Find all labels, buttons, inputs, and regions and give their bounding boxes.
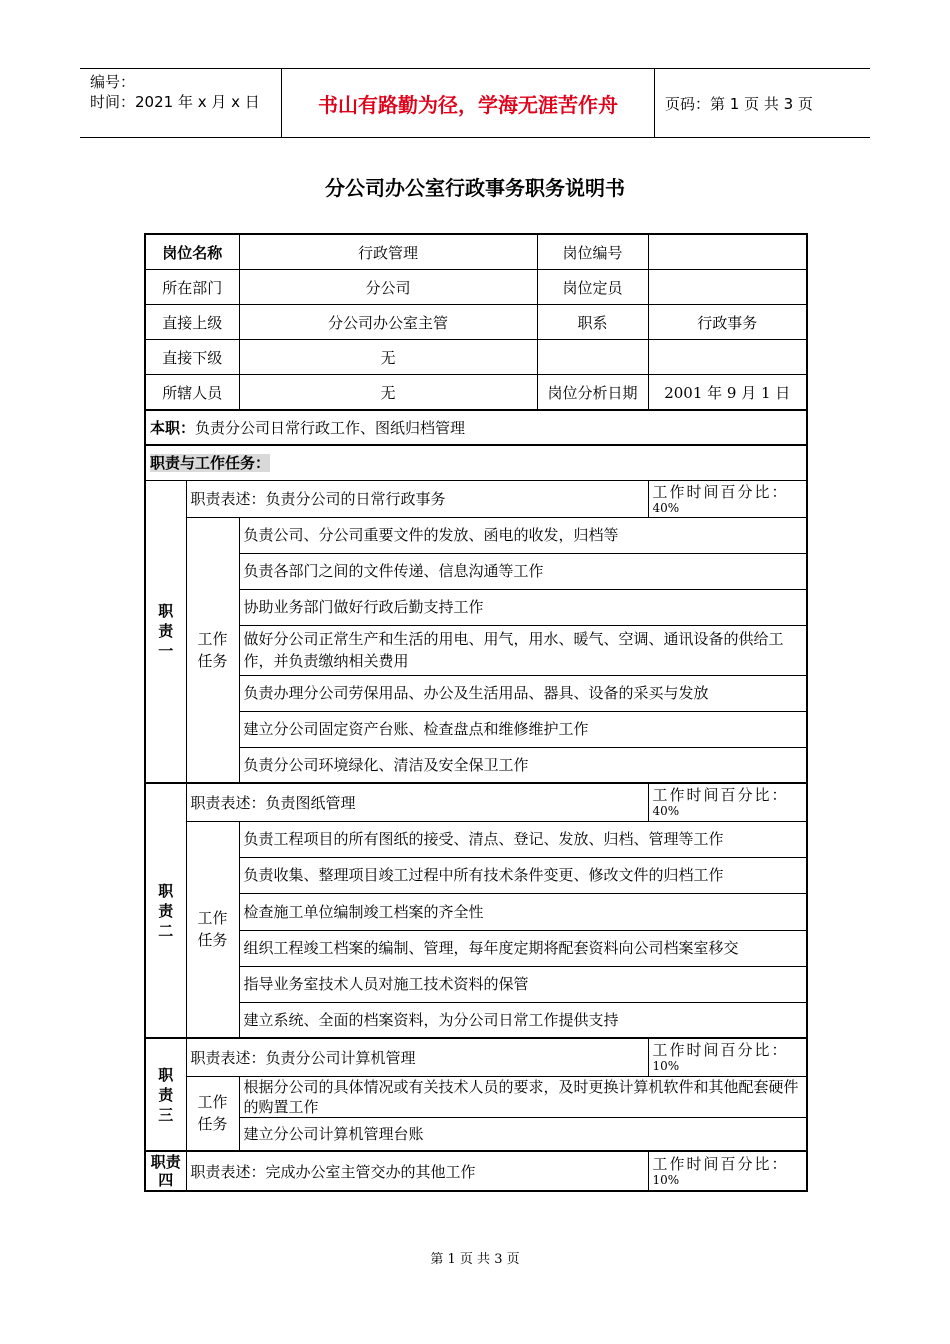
task-label: 工作 任务 <box>186 1076 239 1151</box>
info-row <box>145 234 807 270</box>
task-row <box>145 589 807 625</box>
duty-name: 职责 四 <box>145 1151 186 1191</box>
pct-label: 工作时间百分比： <box>652 1041 789 1060</box>
duty-statement-row <box>145 783 807 821</box>
task-item: 指导业务室技术人员对施工技术资料的保管 <box>239 966 807 1002</box>
info-value <box>648 234 807 270</box>
task-row <box>145 893 807 930</box>
header-left <box>80 69 281 137</box>
duty-statement: 职责表述：完成办公室主管交办的其他工作 <box>186 1151 648 1191</box>
info-label: 岗位名称 <box>145 234 239 270</box>
section-heading-text: 职责与工作任务： <box>150 454 271 473</box>
info-value: 行政事务 <box>648 305 807 340</box>
task-row <box>145 711 807 747</box>
document-title: 分公司办公室行政事务职务说明书 <box>325 176 625 200</box>
task-row <box>145 821 807 857</box>
task-row <box>145 553 807 589</box>
task-item: 组织工程竣工档案的编制、管理，每年度定期将配套资料向公司档案室移交 <box>239 930 807 966</box>
task-label: 工作 任务 <box>186 821 239 1038</box>
task-item: 检查施工单位编制竣工档案的齐全性 <box>239 893 807 930</box>
duty-statement-row <box>145 1151 807 1191</box>
pct-value: 40% <box>652 804 680 819</box>
duty-statement-row <box>145 480 807 517</box>
task-item: 负责分公司环境绿化、清洁及安全保卫工作 <box>239 747 807 783</box>
task-item: 建立分公司计算机管理台账 <box>239 1117 807 1151</box>
duty-summary <box>145 410 807 445</box>
section-heading-row <box>145 445 807 480</box>
info-value: 分公司 <box>239 270 537 305</box>
task-row <box>145 625 807 675</box>
info-value: 分公司办公室主管 <box>239 305 537 340</box>
task-row <box>145 1076 807 1117</box>
task-row <box>145 857 807 893</box>
info-value: 无 <box>239 340 537 375</box>
info-value: 行政管理 <box>239 234 537 270</box>
duty-name: 职 责 三 <box>145 1038 186 1151</box>
task-item: 建立系统、全面的档案资料，为分公司日常工作提供支持 <box>239 1002 807 1038</box>
duty-summary-text: 负责分公司日常行政工作、图纸归档管理 <box>195 419 466 437</box>
duty-percentage <box>648 1038 807 1076</box>
info-value: 2001 年 9 月 1 日 <box>648 375 807 411</box>
duty-percentage <box>648 783 807 821</box>
task-row <box>145 1117 807 1151</box>
task-row <box>145 747 807 783</box>
task-item: 负责收集、整理项目竣工过程中所有技术条件变更、修改文件的归档工作 <box>239 857 807 893</box>
info-value <box>648 270 807 305</box>
info-label: 直接下级 <box>145 340 239 375</box>
pct-value: 10% <box>652 1059 680 1074</box>
info-row <box>145 270 807 305</box>
info-label: 岗位定员 <box>537 270 648 305</box>
duty-summary-label: 本职： <box>150 419 196 437</box>
task-item: 建立分公司固定资产台账、检查盘点和维修维护工作 <box>239 711 807 747</box>
info-label: 职系 <box>537 305 648 340</box>
info-label <box>537 340 648 375</box>
task-row <box>145 675 807 711</box>
info-value <box>648 340 807 375</box>
task-item: 负责办理分公司劳保用品、办公及生活用品、器具、设备的采买与发放 <box>239 675 807 711</box>
task-item: 负责工程项目的所有图纸的接受、清点、登记、发放、归档、管理等工作 <box>239 821 807 857</box>
task-item: 协助业务部门做好行政后勤支持工作 <box>239 589 807 625</box>
task-row <box>145 930 807 966</box>
task-item: 根据分公司的具体情况或有关技术人员的要求，及时更换计算机软件和其他配套硬件的购置工作 <box>239 1076 807 1117</box>
info-label: 岗位分析日期 <box>537 375 648 411</box>
page-footer: 第 1 页 共 3 页 <box>430 1252 520 1267</box>
task-label: 工作 任务 <box>186 517 239 783</box>
task-row <box>145 1002 807 1038</box>
pct-label: 工作时间百分比： <box>652 1155 789 1173</box>
info-value: 无 <box>239 375 537 411</box>
date-label: 时间：2021 年 x 月 x 日 <box>90 93 260 111</box>
job-description-table <box>144 233 808 1192</box>
task-item: 负责公司、分公司重要文件的发放、函电的收发，归档等 <box>239 517 807 553</box>
task-item: 做好分公司正常生产和生活的用电、用气，用水、暖气、空调、通讯设备的供给工作，并负责缴纳相关费用 <box>239 625 807 675</box>
duty-statement-row <box>145 1038 807 1076</box>
task-item: 负责各部门之间的文件传递、信息沟通等工作 <box>239 553 807 589</box>
duty-name: 职 责 一 <box>145 480 186 783</box>
duty-name: 职 责 二 <box>145 783 186 1038</box>
duty-statement: 职责表述：负责分公司的日常行政事务 <box>186 480 648 517</box>
duty-percentage <box>648 480 807 517</box>
pct-value: 40% <box>652 500 680 515</box>
info-row <box>145 375 807 411</box>
code-label: 编号： <box>90 73 136 91</box>
pct-label: 工作时间百分比： <box>652 482 789 501</box>
info-label: 直接上级 <box>145 305 239 340</box>
section-heading <box>145 445 807 480</box>
info-row <box>145 305 807 340</box>
task-row <box>145 966 807 1002</box>
info-label: 岗位编号 <box>537 234 648 270</box>
info-row <box>145 340 807 375</box>
page-header <box>80 68 870 138</box>
duty-statement: 职责表述：负责图纸管理 <box>186 783 648 821</box>
info-label: 所辖人员 <box>145 375 239 411</box>
duty-summary-row <box>145 410 807 445</box>
page-info: 页码：第 1 页 共 3 页 <box>665 94 813 113</box>
duty-percentage <box>648 1151 807 1191</box>
pct-label: 工作时间百分比： <box>652 786 789 805</box>
pct-value: 10% <box>652 1173 680 1187</box>
duty-statement: 职责表述：负责分公司计算机管理 <box>186 1038 648 1076</box>
motto: 书山有路勤为径，学海无涯苦作舟 <box>281 69 655 137</box>
task-row <box>145 517 807 553</box>
info-label: 所在部门 <box>145 270 239 305</box>
